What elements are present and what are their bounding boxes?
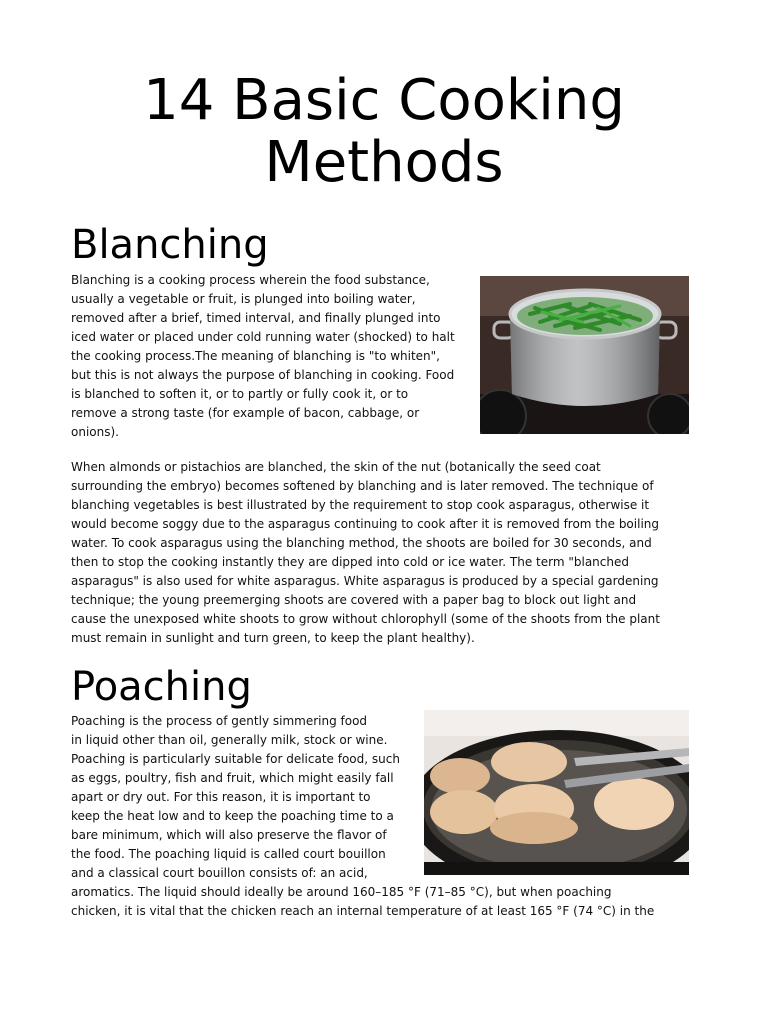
page-title (0, 70, 768, 194)
text-line: keep the heat low and to keep the poaching time to a (71, 809, 394, 823)
text-line: remove a strong taste (for example of bacon, cabbage, or (71, 406, 420, 420)
text-line: cause the unexposed white shoots to grow without chlorophyll (some of the shoots from the plant (71, 612, 660, 626)
pot-of-green-beans-image (480, 276, 689, 434)
title-line: 14 Basic Cooking (143, 68, 625, 133)
text-line: chicken, it is vital that the chicken reach an internal temperature of at least 165 °F (74 °C) in the (71, 904, 655, 918)
poaching-paragraph-2 (71, 883, 654, 921)
text-line: water. To cook asparagus using the blanching method, the shoots are boiled for 30 seconds, and (71, 536, 652, 550)
text-line: When almonds or pistachios are blanched, the skin of the nut (botanically the seed coat (71, 460, 601, 474)
text-line: removed after a brief, timed interval, and finally plunged into (71, 311, 441, 325)
text-line: Poaching is the process of gently simmering food (71, 714, 368, 728)
blanching-photo (480, 276, 689, 434)
text-line: would become soggy due to the asparagus continuing to cook after it is removed from the boiling (71, 517, 659, 531)
text-line: aromatics. The liquid should ideally be around 160–185 °F (71–85 °C), but when poaching (71, 885, 612, 899)
text-line: the cooking process.The meaning of blanching is "to whiten", (71, 349, 440, 363)
text-line: iced water or placed under cold running water (shocked) to halt (71, 330, 455, 344)
blanching-paragraph-2 (71, 458, 660, 648)
text-line: Poaching is particularly suitable for delicate food, such (71, 752, 400, 766)
text-line: blanching vegetables is best illustrated by the requirement to stop cook asparagus, otherwise it (71, 498, 650, 512)
text-line: Blanching is a cooking process wherein the food substance, (71, 273, 430, 287)
text-line: technique; the young preemerging shoots are covered with a paper bag to block out light and (71, 593, 637, 607)
text-line: the food. The poaching liquid is called court bouillon (71, 847, 386, 861)
poaching-paragraph-1 (71, 712, 400, 883)
text-line: as eggs, poultry, fish and fruit, which might easily fall (71, 771, 394, 785)
text-line: asparagus" is also used for white asparagus. White asparagus is produced by a special gardening (71, 574, 659, 588)
section-heading-poaching: Poaching (71, 664, 252, 710)
text-line: onions). (71, 425, 119, 439)
text-line: bare minimum, which will also preserve the flavor of (71, 828, 387, 842)
text-line: is blanched to soften it, or to partly or fully cook it, or to (71, 387, 409, 401)
text-line: apart or dry out. For this reason, it is important to (71, 790, 371, 804)
poaching-photo (424, 710, 689, 875)
text-line: in liquid other than oil, generally milk, stock or wine. (71, 733, 388, 747)
poached-chicken-in-pan-image (424, 710, 689, 875)
text-line: but this is not always the purpose of blanching in cooking. Food (71, 368, 455, 382)
text-line: surrounding the embryo) becomes softened by blanching and is later removed. The technique of (71, 479, 654, 493)
text-line: and a classical court bouillon consists of: an acid, (71, 866, 368, 880)
blanching-paragraph-1 (71, 271, 455, 442)
text-line: then to stop the cooking instantly they are dipped into cold or ice water. The term "blanched (71, 555, 629, 569)
section-heading-blanching: Blanching (71, 222, 269, 268)
title-line: Methods (264, 130, 504, 195)
text-line: usually a vegetable or fruit, is plunged into boiling water, (71, 292, 416, 306)
text-line: must remain in sunlight and turn green, to keep the plant healthy). (71, 631, 475, 645)
